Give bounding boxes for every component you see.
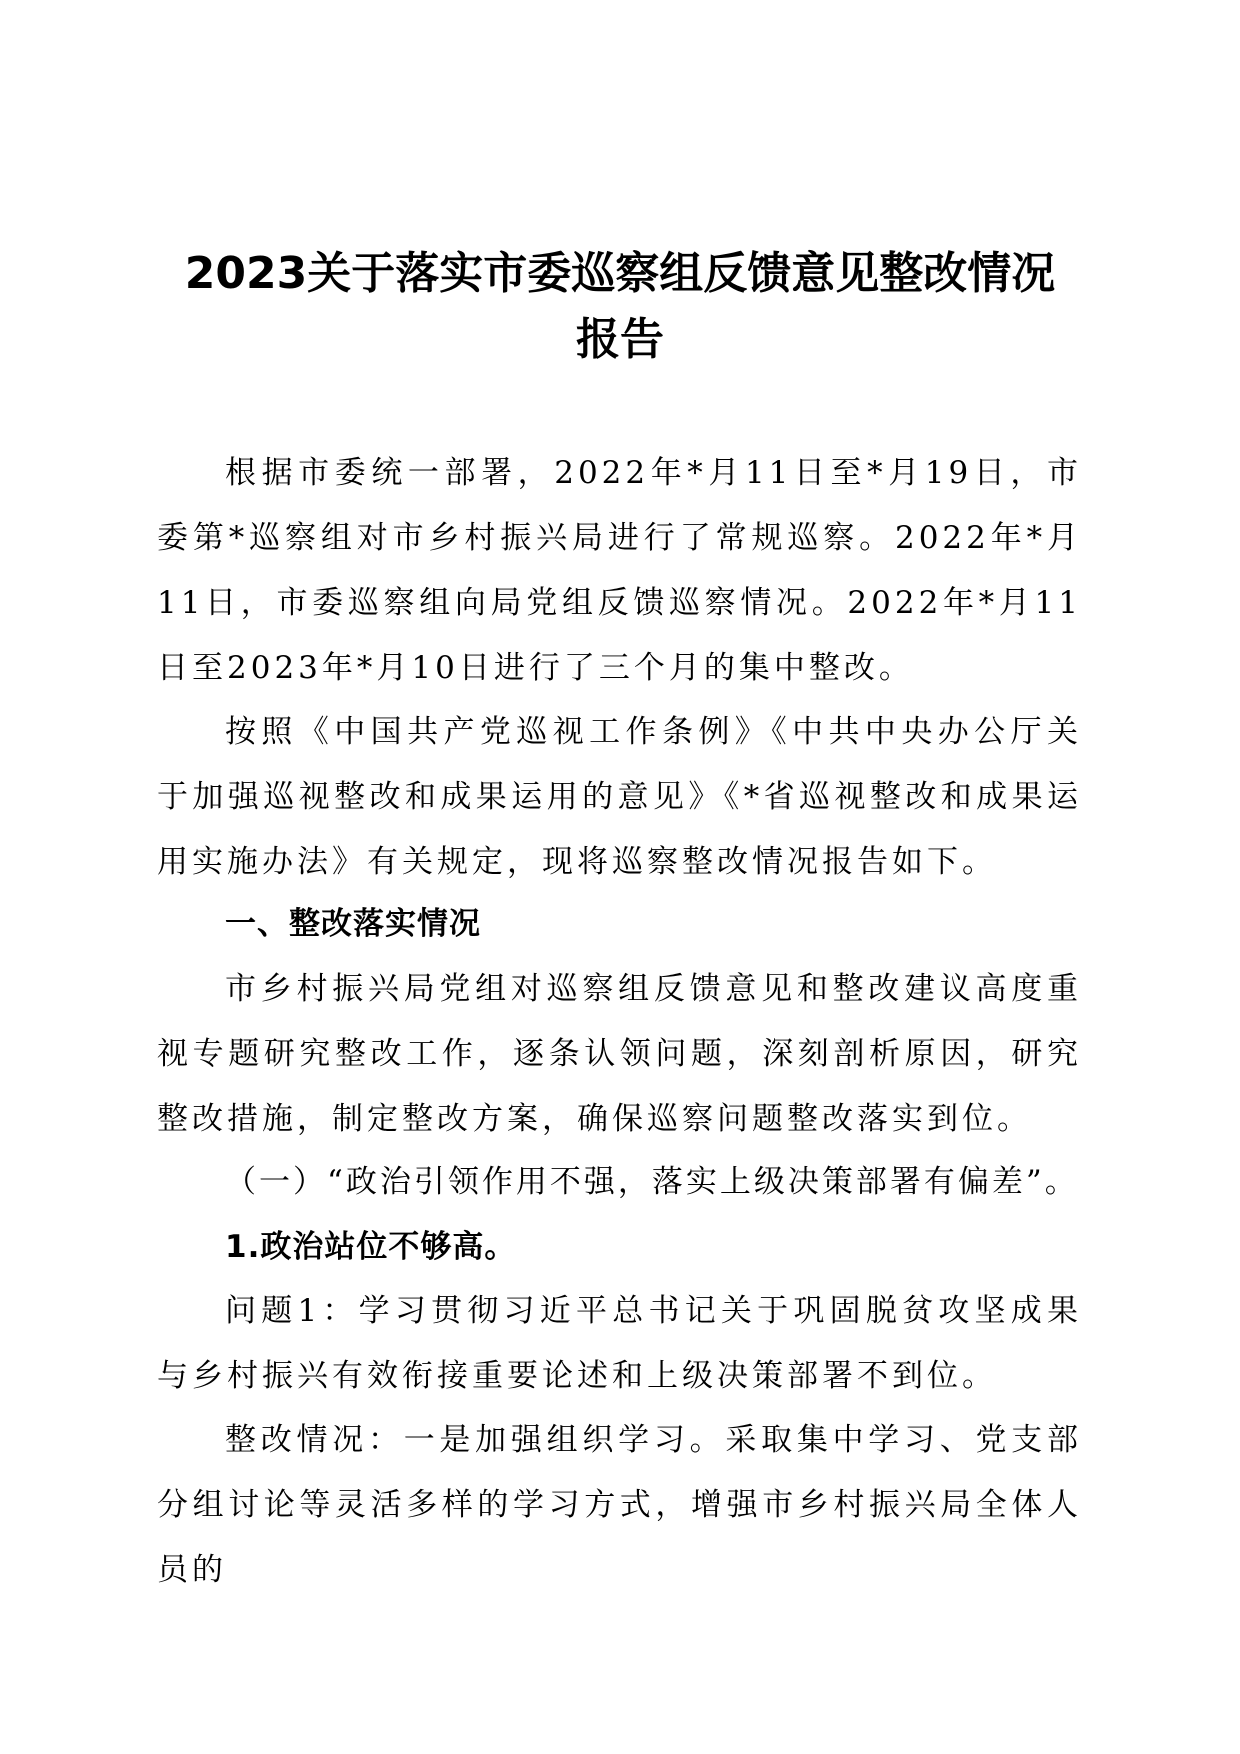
item-heading-political-stance: 1.政治站位不够高。 — [225, 1229, 517, 1265]
paragraph-basis: 按照《中国共产党巡视工作条例》《中共中央办公厅关于加强巡视整改和成果运用的意见》《*省巡视整改和成果运用实施办法》有关规定，现将巡察整改情况报告如下。 — [157, 714, 1082, 880]
paragraph-problem-1: 问题1：学习贯彻习近平总书记关于巩固脱贫攻坚成果与乡村振兴有效衔接重要论述和上级决策部署不到位。 — [157, 1293, 1082, 1394]
section-heading-rectification: 一、整改落实情况 — [225, 906, 481, 942]
document-title-line-2: 报告 — [576, 314, 664, 365]
document-title-line-1: 2023关于落实市委巡察组反馈意见整改情况 — [184, 248, 1056, 299]
paragraph-intro: 根据市委统一部署，2022年*月11日至*月19日，市委第*巡察组对市乡村振兴局进行了常规巡察。2022年*月11日，市委巡察组向局党组反馈巡察情况。2022年*月11日至2023年*月10日进行了三个月的集中整改。 — [157, 455, 1082, 686]
paragraph-overview: 市乡村振兴局党组对巡察组反馈意见和整改建议高度重视专题研究整改工作，逐条认领问题，深刻剖析原因，研究整改措施，制定整改方案，确保巡察问题整改落实到位。 — [157, 971, 1082, 1137]
subsection-heading-political: （一）“政治引领作用不强，落实上级决策部署有偏差”。 — [225, 1164, 1079, 1200]
paragraph-rectification-status: 整改情况：一是加强组织学习。采取集中学习、党支部分组讨论等灵活多样的学习方式，增强市乡村振兴局全体人员的 — [157, 1422, 1082, 1588]
